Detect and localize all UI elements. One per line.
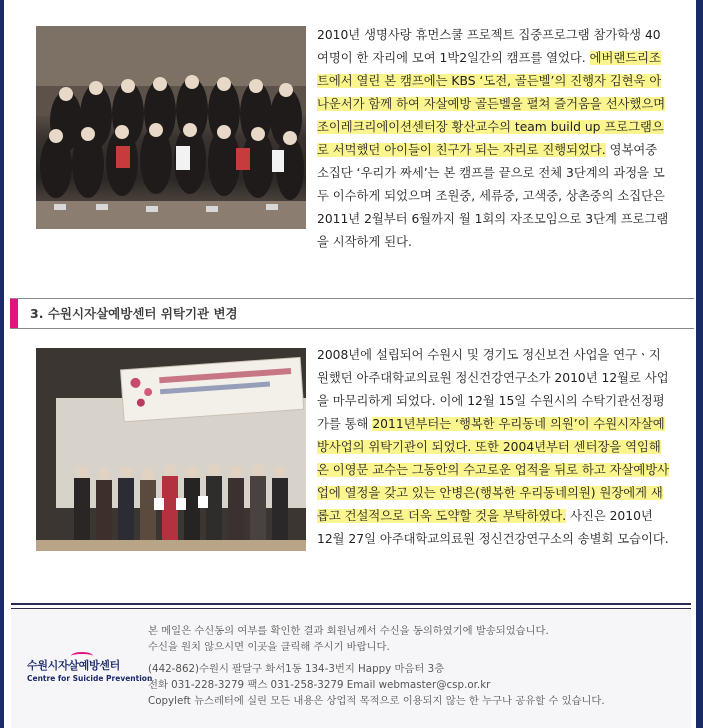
section-marker xyxy=(10,299,18,328)
camp-report-paragraph xyxy=(317,24,670,254)
logo-name-korean: 수원시자살예방센터 xyxy=(27,659,120,672)
footer-rule-thick xyxy=(11,603,691,605)
footer-address: (442-862)수원시 팔달구 화서1동 134-3번지 Happy 마음터 3층 xyxy=(148,663,445,675)
section-rule-bottom xyxy=(10,328,694,329)
partner-change-text-intro: 2008년에 설립되어 수원시 및 경기도 정신보건 사업을 연구ㆍ지원했던 아주대학교의료원 정신건강연구소가 2010년 12월로 사업을 마무리하게 되었다. 이에 12월 15일 수원시의 수탁기관선정평가를 통해 xyxy=(317,348,669,431)
camp-group-photo-graphic xyxy=(36,26,306,229)
farewell-ceremony-photo xyxy=(36,348,306,551)
camp-report-text-intro: 2010년 생명사랑 휴먼스쿨 프로젝트 집중프로그램 참가학생 40여명이 한 자리에 모여 1박2일간의 캠프를 열었다. xyxy=(317,28,661,65)
partner-change-text-outro: 사진은 2010년 12월 27일 아주대학교의료원 정신건강연구소의 송별회 모습이다. xyxy=(317,509,669,546)
footer-contact: 전화 031-228-3279 팩스 031-258-3279 Email webmaster@csp.or.kr xyxy=(148,679,491,691)
center-logo xyxy=(27,657,152,683)
footer-unsubscribe-link[interactable]: 수신을 원치 않으시면 이곳을 클릭해 주시기 바랍니다. xyxy=(148,641,390,653)
right-border xyxy=(696,0,703,728)
partner-change-paragraph xyxy=(317,344,670,551)
section-rule-top xyxy=(10,298,694,299)
partner-change-text-highlight: 2011년부터는 ‘행복한 우리동네 의원’이 수원시자살예방사업의 위탁기관이 되었다. 또한 2004년부터 센터장을 역임해온 이영문 교수는 그동안의 수고로운 업적을 뒤로 하고 자살예방사업에 열정을 갖고 있는 안병은(행복한 우리동네의원) 원장에게 새롭고 건설적으로 더욱 도약할 것을 부탁하였다. xyxy=(317,417,669,523)
camp-group-photo xyxy=(36,26,306,229)
camp-report-text-highlight: 에버랜드리조트에서 열린 본 캠프에는 KBS ‘도전, 골든벨’의 진행자 김현욱 아나운서가 함께 하여 자살예방 골든벨을 펼쳐 즐거움을 선사했으며 조이레크리에이션센터장 황산교수의 team build up 프로그램으로 서먹했던 아이들이 친구가 되는 자리로 진행되었다. xyxy=(317,51,666,157)
footer-consent-notice: 본 메일은 수신동의 여부를 확인한 결과 회원님께서 수신을 동의하였기에 발송되었습니다. xyxy=(148,625,549,637)
logo-swoosh-icon xyxy=(71,652,93,660)
camp-report-text-outro: 영복여중 소집단 ‘우리가 짜세’는 본 캠프를 끝으로 전체 3단계의 과정을 모두 이수하게 되었으며 조원중, 세류중, 고색중, 상촌중의 소집단은 2011년 2월부터 6월까지 월 1회의 자조모임으로 3단계 프로그램을 시작하게 된다. xyxy=(317,143,669,249)
left-border xyxy=(0,0,4,728)
footer-copyleft: Copyleft 뉴스레터에 실린 모든 내용은 상업적 목적으로 이용되지 않는 한 누구나 공유할 수 있습니다. xyxy=(148,695,605,707)
footer-rule-thin xyxy=(11,608,691,609)
farewell-ceremony-photo-graphic xyxy=(36,348,306,551)
logo-name-english: Centre for Suicide Prevention xyxy=(27,674,153,683)
section-title: 3. 수원시자살예방센터 위탁기관 변경 xyxy=(30,306,238,321)
